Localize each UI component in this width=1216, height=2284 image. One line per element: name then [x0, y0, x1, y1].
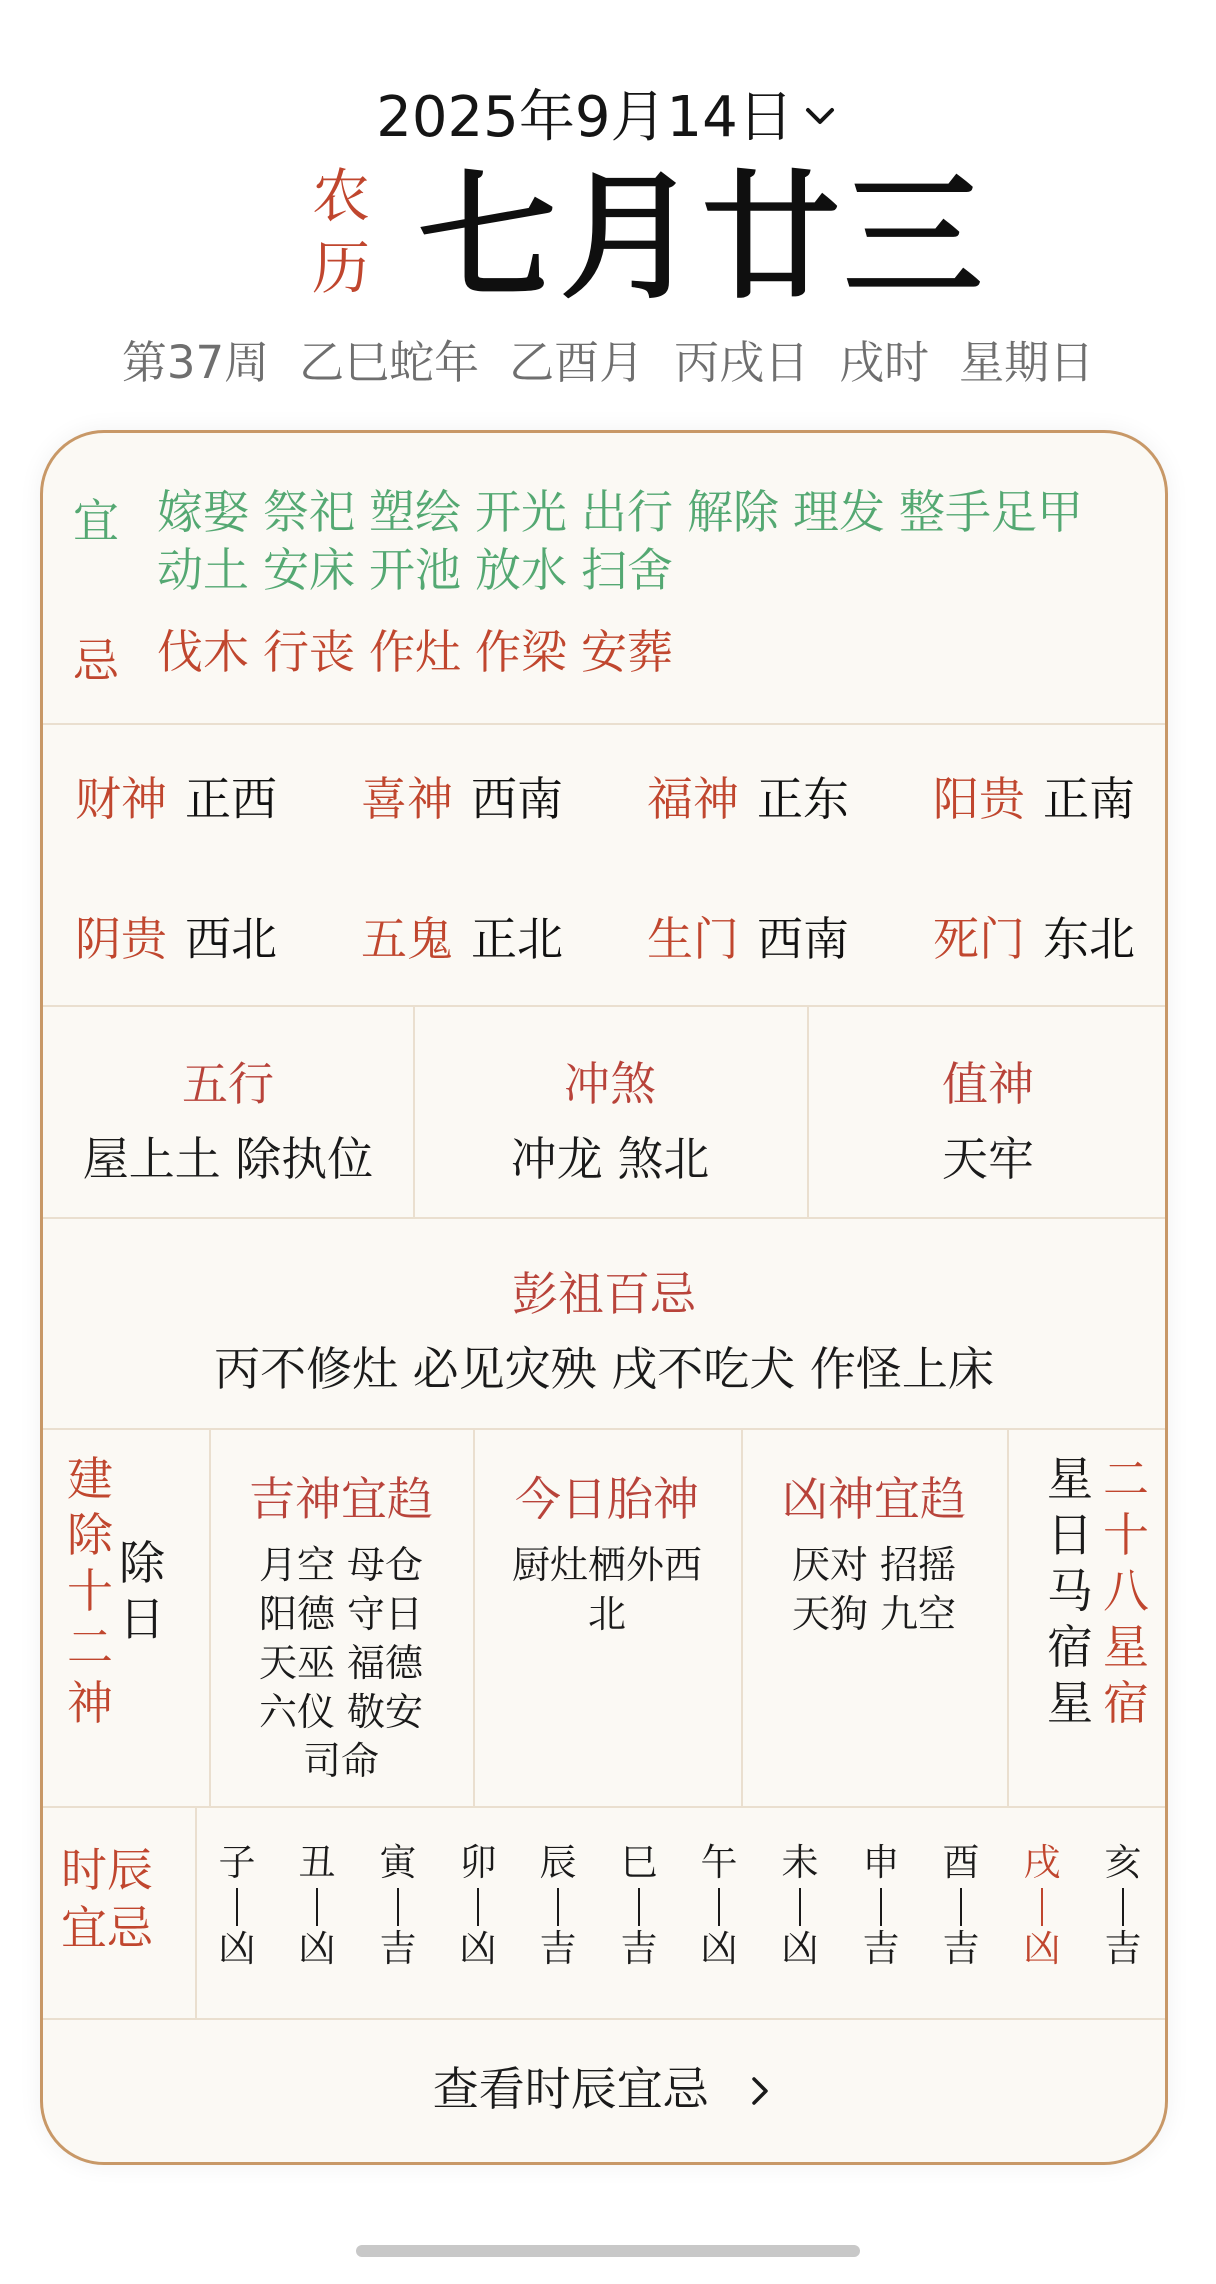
ji-list: 伐木 行丧 作灶 作梁 安葬 [157, 625, 673, 679]
divider [43, 723, 1165, 725]
xiongshen-list: 厌对 招摇 天狗 九空 [791, 1543, 957, 1636]
hour-connector [880, 1888, 882, 1926]
hour-ganzhi: 戌时 [839, 336, 930, 389]
divider [1007, 1428, 1009, 1806]
month-ganzhi: 乙酉月 [509, 336, 645, 389]
hour-item[interactable]: 午 凶 [700, 1841, 738, 1970]
divider [43, 1217, 1165, 1219]
xiu-label: 二 十 八 星 宿 [1103, 1452, 1149, 1730]
hour-connector [1122, 1888, 1124, 1926]
home-indicator[interactable] [356, 2245, 860, 2257]
taishen-title: 今日胎神 [515, 1472, 699, 1526]
week-number: 第37周 [121, 336, 270, 389]
god-direction: 生门 西南 [647, 912, 849, 966]
god-direction: 财神 正西 [75, 772, 277, 826]
hour-connector [477, 1888, 479, 1926]
almanac-card [40, 430, 1168, 2165]
date-info-row [0, 326, 1216, 389]
hour-item[interactable]: 丑 凶 [298, 1841, 336, 1970]
jianchu-value: 除 日 [119, 1536, 165, 1646]
hour-item[interactable]: 巳 吉 [620, 1841, 658, 1970]
view-hours-button[interactable]: 查看时辰宜忌 [43, 2053, 1165, 2119]
hour-connector [638, 1888, 640, 1926]
divider [43, 1005, 1165, 1007]
date-selector[interactable] [0, 78, 1216, 148]
hour-item-current[interactable]: 戌 凶 [1023, 1841, 1061, 1970]
jianchu-label: 建 除 十 二 神 [67, 1452, 113, 1730]
lunar-date: 七月廿三 [418, 157, 987, 318]
god-direction: 阴贵 西北 [75, 912, 277, 966]
hour-connector [960, 1888, 962, 1926]
hour-connector [236, 1888, 238, 1926]
pengzu-value: 丙不修灶 必见灾殃 戌不吃犬 作怪上床 [214, 1342, 994, 1396]
wuxing-value: 屋上土 除执位 [82, 1132, 374, 1186]
chevron-right-icon [745, 2071, 775, 2111]
god-direction: 喜神 西南 [361, 772, 563, 826]
hour-item[interactable]: 申 吉 [862, 1841, 900, 1970]
hour-item[interactable]: 辰 吉 [539, 1841, 577, 1970]
hour-item[interactable]: 酉 吉 [942, 1841, 980, 1970]
ji-label: 忌 [73, 634, 119, 688]
xiu-value: 星 日 马 宿 星 [1047, 1452, 1093, 1730]
divider [43, 2018, 1165, 2020]
day-ganzhi: 丙戌日 [674, 336, 810, 389]
chongsha-value: 冲龙 煞北 [510, 1132, 710, 1186]
divider [43, 1806, 1165, 1808]
pengzu-title: 彭祖百忌 [512, 1267, 696, 1321]
wuxing-title: 五行 [182, 1057, 274, 1111]
god-direction: 五鬼 正北 [361, 912, 563, 966]
hour-connector [718, 1888, 720, 1926]
yi-list: 嫁娶 祭祀 塑绘 开光 出行 解除 理发 整手足甲 动土 安床 开池 放水 扫舍 [157, 485, 1083, 597]
hour-item[interactable]: 子 凶 [218, 1841, 256, 1970]
year-ganzhi: 乙巳蛇年 [299, 336, 480, 389]
hour-item[interactable]: 未 凶 [781, 1841, 819, 1970]
xiongshen-title: 凶神宜趋 [782, 1472, 966, 1526]
hours-label: 时辰 宜忌 [61, 1843, 153, 1955]
taishen-value: 厨灶栖外西 北 [511, 1543, 702, 1636]
divider [43, 1428, 1165, 1430]
lunar-label: 农 历 [311, 162, 370, 302]
hour-connector [316, 1888, 318, 1926]
god-direction: 死门 东北 [933, 912, 1135, 966]
god-direction: 阳贵 正南 [933, 772, 1135, 826]
hour-connector [397, 1888, 399, 1926]
jishen-list: 月空 母仓 阳德 守日 天巫 福德 六仪 敬安 司命 [258, 1543, 424, 1783]
hour-item[interactable]: 亥 吉 [1104, 1841, 1142, 1970]
zhishen-title: 值神 [942, 1057, 1034, 1111]
date-text: 2025年9月14日 [376, 85, 794, 150]
divider [195, 1806, 197, 2018]
chongsha-title: 冲煞 [564, 1057, 656, 1111]
hour-connector [1041, 1888, 1043, 1926]
god-direction: 福神 正东 [647, 772, 849, 826]
hour-connector [799, 1888, 801, 1926]
chevron-down-icon [800, 96, 840, 136]
hour-item[interactable]: 寅 吉 [379, 1841, 417, 1970]
yi-label: 宜 [73, 494, 119, 548]
jishen-title: 吉神宜趋 [249, 1472, 433, 1526]
zhishen-value: 天牢 [942, 1132, 1034, 1186]
weekday: 星期日 [959, 336, 1095, 389]
hour-item[interactable]: 卯 凶 [459, 1841, 497, 1970]
hour-connector [557, 1888, 559, 1926]
